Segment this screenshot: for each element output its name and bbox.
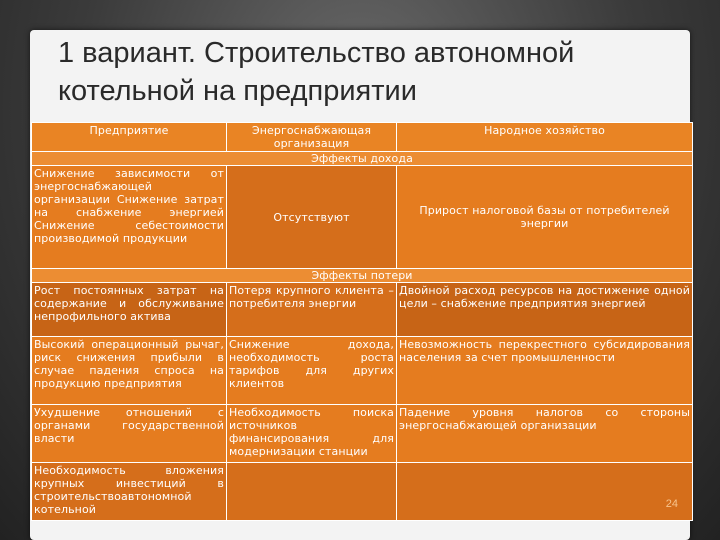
loss-economy: Падение уровня налогов со стороны энергоснабжающей организации [397,405,693,463]
title-line-1: 1 вариант. Строительство автономной [58,37,575,69]
loss-row [32,463,693,521]
section-row-loss [32,269,693,283]
page-number: 24 [665,498,678,510]
loss-enterprise: Необходимость вложения крупных инвестиций в строительствоавтономной котельной [32,463,227,521]
section-row-income [32,152,693,166]
title-line-2: котельной на предприятии [58,75,417,107]
loss-energy-org: Снижение дохода, необходимость роста тарифов для других клиентов [227,337,397,405]
loss-enterprise: Ухудшение отношений с органами государственной власти [32,405,227,463]
section-loss: Эффекты потери [32,269,693,283]
income-energy-org: Отсутствуют [227,166,397,269]
income-economy: Прирост налоговой базы от потребителей энергии [397,166,693,269]
header-economy: Народное хозяйство [397,123,693,152]
loss-energy-org: Потеря крупного клиента – потребителя энергии [227,283,397,337]
loss-energy-org [227,463,397,521]
loss-economy: Невозможность перекрестного субсидирования населения за счет промышленности [397,337,693,405]
slide-title [58,34,678,110]
effects-table [31,122,693,521]
loss-row [32,337,693,405]
section-income: Эффекты дохода [32,152,693,166]
income-enterprise: Снижение зависимости от энергоснабжающей организации Снижение затрат на снабжение энергией Снижение себестоимости производимой продукции [32,166,227,269]
header-energy-org: Энергоснабжающая организация [227,123,397,152]
loss-enterprise: Высокий операционный рычаг, риск снижения прибыли в случае падения спроса на продукцию предприятия [32,337,227,405]
loss-row [32,405,693,463]
loss-economy [397,463,693,521]
loss-economy: Двойной расход ресурсов на достижение одной цели – снабжение предприятия энергией [397,283,693,337]
loss-enterprise: Рост постоянных затрат на содержание и обслуживание непрофильного актива [32,283,227,337]
income-row [32,166,693,269]
loss-row [32,283,693,337]
header-row [32,123,693,152]
header-enterprise: Предприятие [32,123,227,152]
loss-energy-org: Необходимость поиска источников финансирования для модернизации станции [227,405,397,463]
